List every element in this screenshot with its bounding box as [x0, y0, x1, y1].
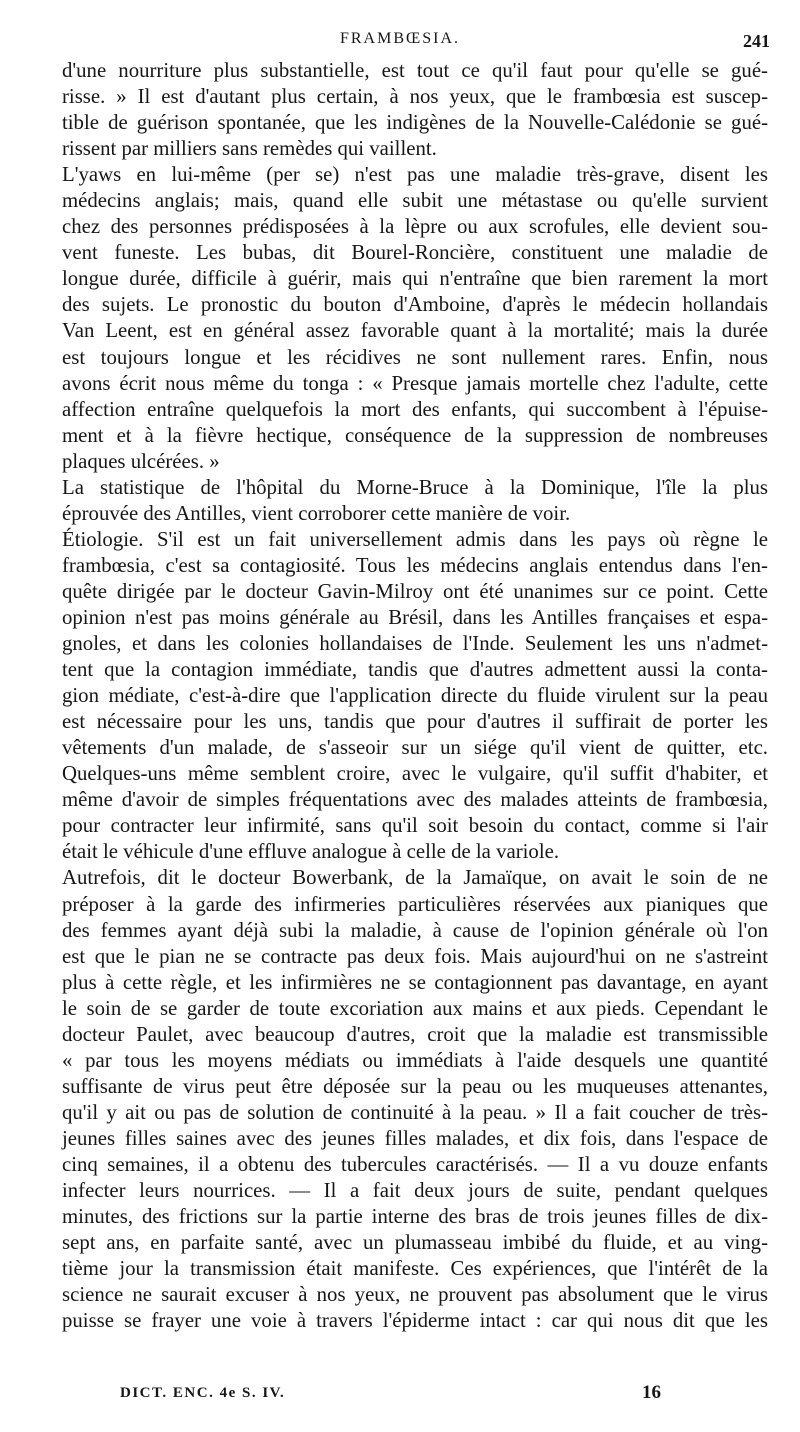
text-line: le soin de se garder de toute excoriation aux mains et aux pieds. Cependant le: [62, 996, 768, 1020]
printer-signature: DICT. ENC. 4e S. IV.: [120, 1385, 286, 1401]
text-line: d'une nourriture plus substantielle, est tout ce qu'il faut pour qu'elle se gué-: [62, 59, 768, 82]
text-line: chez des personnes prédisposées à la lèpre ou aux scrofules, elle devient sou-: [62, 215, 768, 239]
text-line: longue durée, difficile à guérir, mais qui n'entraîne que bien rarement la mort: [62, 267, 768, 291]
text-line: suffisante de virus peut être déposée sur la peau ou les muqueuses attenantes,: [62, 1074, 768, 1098]
text-line: médecins anglais; mais, quand elle subit une métastase ou qu'elle survient: [62, 189, 768, 213]
text-line: avons écrit nous même du tonga : « Presque jamais mortelle chez l'adulte, cette: [62, 371, 768, 395]
text-line: gion médiate, c'est-à-dire que l'application directe du fluide virulent sur la peau: [62, 684, 768, 708]
text-line: tième jour la transmission était manifeste. Ces expériences, que l'intérêt de la: [62, 1257, 768, 1281]
text-line: préposer à la garde des infirmeries particulières réservées aux pianiques que: [62, 892, 768, 916]
text-line: est que le pian ne se contracte pas deux fois. Mais aujourd'hui on ne s'astreint: [62, 944, 768, 968]
text-line: affection entraîne quelquefois la mort des enfants, qui succombent à l'épuise-: [62, 397, 768, 421]
text-line: frambœsia, c'est sa contagiosité. Tous les médecins anglais entendus dans l'en-: [62, 553, 768, 577]
text-line: des sujets. Le pronostic du bouton d'Amboine, d'après le médecin hollandais: [62, 293, 768, 317]
text-line: gnoles, et dans les colonies hollandaises de l'Inde. Seulement les uns n'admet-: [62, 632, 768, 656]
text-line: infecter leurs nourrices. — Il a fait deux jours de suite, pendant quelques: [62, 1179, 768, 1203]
text-line: quête dirigée par le docteur Gavin-Milroy ont été unanimes sur ce point. Cette: [62, 579, 768, 603]
text-line: sept ans, en parfaite santé, avec un plumasseau imbibé du fluide, et au ving-: [62, 1231, 768, 1255]
text-line: vêtements d'un malade, de s'asseoir sur un siége qu'il vient de quitter, etc.: [62, 736, 768, 760]
page-number: 241: [743, 31, 770, 51]
text-line: Quelques-uns même semblent croire, avec le vulgaire, qu'il suffit d'habiter, et: [62, 762, 768, 786]
text-line: plus à cette règle, et les infirmières ne se contagionnent pas davantage, en ayant: [62, 970, 768, 994]
text-line: qu'il y ait ou pas de solution de continuité à la peau. » Il a fait coucher de très-: [62, 1100, 768, 1124]
text-line: cinq semaines, il a obtenu des tubercules caractérisés. — Il a vu douze enfants: [62, 1152, 768, 1176]
text-line: ment et à la fièvre hectique, conséquence de la suppression de nombreuses: [62, 423, 768, 447]
text-line: tent que la contagion immédiate, tandis que d'autres admettent aussi la conta-: [62, 658, 768, 682]
running-title: FRAMBŒSIA.: [339, 30, 461, 47]
text-line: Autrefois, dit le docteur Bowerbank, de la Jamaïque, on avait le soin de ne: [62, 866, 768, 890]
text-line: est nécessaire pour les uns, tandis que pour d'autres il suffirait de porter les: [62, 710, 768, 734]
text-line: risse. » Il est d'autant plus certain, à nos yeux, que le frambœsia est suscep-: [62, 85, 768, 109]
text-line: « par tous les moyens médiats ou immédiats à l'aide desquels une quantité: [62, 1048, 768, 1072]
text-line: minutes, des frictions sur la partie interne des bras de trois jeunes filles de dix-: [62, 1205, 768, 1229]
text-line: pour contracter leur infirmité, sans qu'il soit besoin du contact, comme si l'air: [62, 814, 768, 838]
text-line: opinion n'est pas moins générale au Brésil, dans les Antilles françaises et espa-: [62, 605, 768, 629]
text-line: tible de guérison spontanée, que les indigènes de la Nouvelle-Calédonie se gué-: [62, 111, 768, 135]
text-line: La statistique de l'hôpital du Morne-Bruce à la Dominique, l'île la plus: [62, 475, 768, 499]
body-text: [62, 58, 768, 1334]
text-line: docteur Paulet, avec beaucoup d'autres, croit que la maladie est transmissible: [62, 1022, 768, 1046]
text-line: rissent par milliers sans remèdes qui vaillent.: [62, 137, 437, 161]
text-line: même d'avoir de simples fréquentations avec des malades atteints de frambœsia,: [62, 788, 768, 812]
text-line: des femmes ayant déjà subi la maladie, à cause de l'opinion générale où l'on: [62, 918, 768, 942]
text-line: science ne saurait excuser à nos yeux, ne prouvent pas absolument que le virus: [62, 1283, 768, 1307]
text-line: est toujours longue et les récidives ne sont nullement rares. Enfin, nous: [62, 345, 768, 369]
text-line: L'yaws en lui-même (per se) n'est pas une maladie très-grave, disent les: [62, 163, 768, 187]
text-line: puisse se frayer une voie à travers l'épiderme intact : car qui nous dit que les: [62, 1309, 768, 1333]
text-line: plaques ulcérées. »: [62, 449, 220, 473]
text-line: jeunes filles saines avec des jeunes filles malades, et dix fois, dans l'espace de: [62, 1126, 768, 1150]
sheet-number: 16: [642, 1382, 661, 1403]
text-line: était le véhicule d'une effluve analogue à celle de la variole.: [62, 840, 560, 864]
text-line: éprouvée des Antilles, vient corroborer cette manière de voir.: [62, 501, 571, 525]
text-line: Van Leent, est en général assez favorable quant à la mortalité; mais la durée: [62, 319, 768, 343]
text-line: Étiologie. S'il est un fait universellement admis dans les pays où règne le: [62, 527, 768, 551]
text-line: vent funeste. Les bubas, dit Bourel-Roncière, constituent une maladie de: [62, 241, 768, 265]
